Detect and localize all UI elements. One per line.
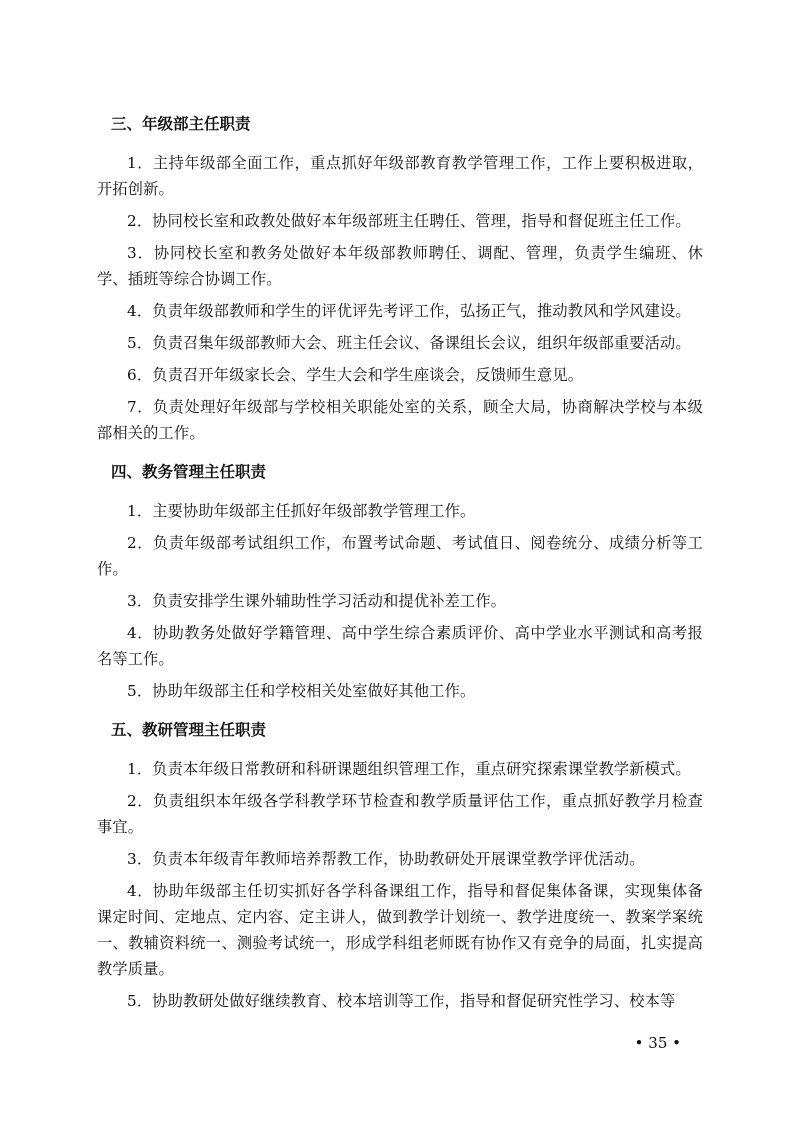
- page-number: • 35 •: [634, 1034, 681, 1052]
- paragraph: 5．负责召集年级部教师大会、班主任会议、备课组长会议，组织年级部重要活动。: [127, 334, 691, 352]
- section-heading: 三、年级部主任职责: [111, 115, 251, 133]
- paragraph: 4．协助教务处做好学籍管理、高中学生综合素质评价、高中学业水平测试和高考报名等工作。: [97, 624, 703, 668]
- section-heading: 五、教研管理主任职责: [111, 721, 267, 739]
- paragraph: 3．负责本年级青年教师培养帮教工作，协助教研处开展课堂教学评优活动。: [127, 850, 645, 868]
- paragraph: 5．协助教研处做好继续教育、校本培训等工作，指导和督促研究性学习、校本等: [127, 992, 676, 1010]
- section-heading: 四、教务管理主任职责: [111, 463, 267, 481]
- paragraph: 6．负责召开年级家长会、学生大会和学生座谈会，反馈师生意见。: [127, 366, 584, 384]
- page-body: [97, 112, 703, 1028]
- paragraph: 2．负责组织本年级各学科教学环节检查和教学质量评估工作，重点抓好教学月检查事宜。: [97, 792, 703, 836]
- paragraph: 1．负责本年级日常教研和科研课题组织管理工作，重点研究探索课堂教学新模式。: [127, 760, 691, 778]
- paragraph: 7．负责处理好年级部与学校相关职能处室的关系，顾全大局，协商解决学校与本级部相关的工作。: [97, 398, 703, 442]
- paragraph: 1．主要协助年级部主任抓好年级部教学管理工作。: [127, 502, 476, 520]
- paragraph: 3．负责安排学生课外辅助性学习活动和提优补差工作。: [127, 592, 507, 610]
- section-grade-director: [97, 112, 703, 446]
- section-teaching-research-director: [97, 718, 703, 1014]
- paragraph: 5．协助年级部主任和学校相关处室做好其他工作。: [127, 682, 476, 700]
- paragraph: 3．协同校长室和教务处做好本年级部教师聘任、调配、管理，负责学生编班、休学、插班等综合协调工作。: [97, 244, 703, 288]
- paragraph: 2．负责年级部考试组织工作，布置考试命题、考试值日、阅卷统分、成绩分析等工作。: [97, 534, 703, 578]
- section-academic-affairs-director: [97, 460, 703, 704]
- paragraph: 2．协同校长室和政教处做好本年级部班主任聘任、管理，指导和督促班主任工作。: [127, 212, 691, 230]
- paragraph: 4．负责年级部教师和学生的评优评先考评工作，弘扬正气，推动教风和学风建设。: [127, 302, 691, 320]
- paragraph: 4．协助年级部主任切实抓好各学科备课组工作，指导和督促集体备课，实现集体备课定时间、定地点、定内容、定主讲人，做到教学计划统一、教学进度统一、教案学案统一、教辅资料统一、测验考试统一，形成学科组老师既有协作又有竞争的局面，扎实提高教学质量。: [97, 882, 703, 978]
- paragraph: 1．主持年级部全面工作，重点抓好年级部教育教学管理工作，工作上要积极进取，开拓创新。: [97, 154, 703, 198]
